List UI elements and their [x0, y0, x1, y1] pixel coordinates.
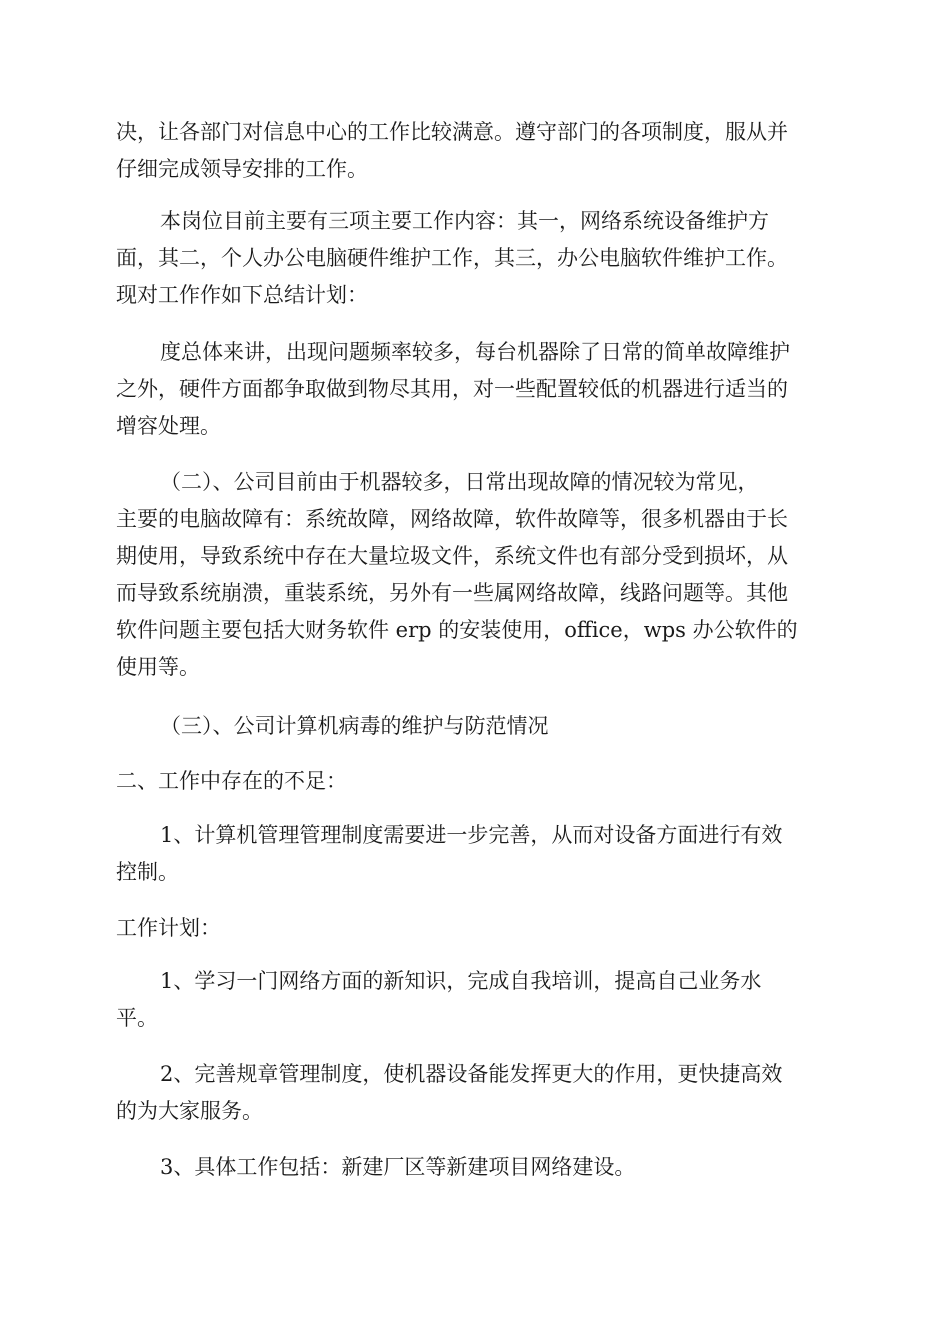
paragraph-line: 仔细完成领导安排的工作。 — [116, 157, 368, 181]
paragraph-line: 主要的电脑故障有：系统故障，网络故障，软件故障等，很多机器由于长 — [116, 507, 788, 531]
paragraph-line: （三）、公司计算机病毒的维护与防范情况 — [160, 714, 549, 738]
paragraph-line: （二）、公司目前由于机器较多，日常出现故障的情况较为常见， — [160, 470, 759, 494]
paragraph-line: 软件问题主要包括大财务软件 erp 的安装使用，office，wps 办公软件的 — [116, 618, 798, 642]
section-heading-text: 工作计划： — [116, 916, 221, 940]
paragraph-line: 平。 — [116, 1006, 158, 1030]
paragraph-line: 本岗位目前主要有三项主要工作内容：其一，网络系统设备维护方 — [160, 209, 769, 233]
paragraph-2 — [116, 203, 834, 314]
paragraph-11 — [116, 1149, 834, 1186]
paragraph-5 — [116, 708, 834, 745]
paragraph-7 — [116, 817, 834, 891]
section-heading-work-plan — [116, 910, 834, 947]
paragraph-3 — [116, 334, 834, 445]
paragraph-line: 1、计算机管理管理制度需要进一步完善，从而对设备方面进行有效 — [160, 823, 783, 847]
paragraph-line: 面，其二，个人办公电脑硬件维护工作，其三，办公电脑软件维护工作。 — [116, 246, 788, 270]
paragraph-line: 使用等。 — [116, 655, 200, 679]
section-heading-shortcomings — [116, 763, 834, 800]
paragraph-line: 的为大家服务。 — [116, 1099, 263, 1123]
paragraph-9 — [116, 963, 834, 1037]
paragraph-line: 期使用，导致系统中存在大量垃圾文件，系统文件也有部分受到损坏，从 — [116, 544, 788, 568]
paragraph-line: 增容处理。 — [116, 414, 221, 438]
section-heading-text: 二、工作中存在的不足： — [116, 769, 347, 793]
paragraph-4 — [116, 464, 834, 686]
paragraph-10 — [116, 1056, 834, 1130]
paragraph-line: 控制。 — [116, 860, 179, 884]
paragraph-line: 3、具体工作包括：新建厂区等新建项目网络建设。 — [160, 1155, 636, 1179]
paragraph-line: 决，让各部门对信息中心的工作比较满意。遵守部门的各项制度，服从并 — [116, 120, 788, 144]
paragraph-line: 2、完善规章管理制度，使机器设备能发挥更大的作用，更快捷高效 — [160, 1062, 783, 1086]
paragraph-1 — [116, 114, 834, 188]
paragraph-line: 现对工作作如下总结计划： — [116, 283, 368, 307]
paragraph-line: 1、学习一门网络方面的新知识，完成自我培训，提高自己业务水 — [160, 969, 762, 993]
paragraph-line: 度总体来讲，出现问题频率较多，每台机器除了日常的简单故障维护 — [160, 340, 790, 364]
paragraph-line: 而导致系统崩溃，重装系统，另外有一些属网络故障，线路问题等。其他 — [116, 581, 788, 605]
paragraph-line: 之外，硬件方面都争取做到物尽其用，对一些配置较低的机器进行适当的 — [116, 377, 788, 401]
